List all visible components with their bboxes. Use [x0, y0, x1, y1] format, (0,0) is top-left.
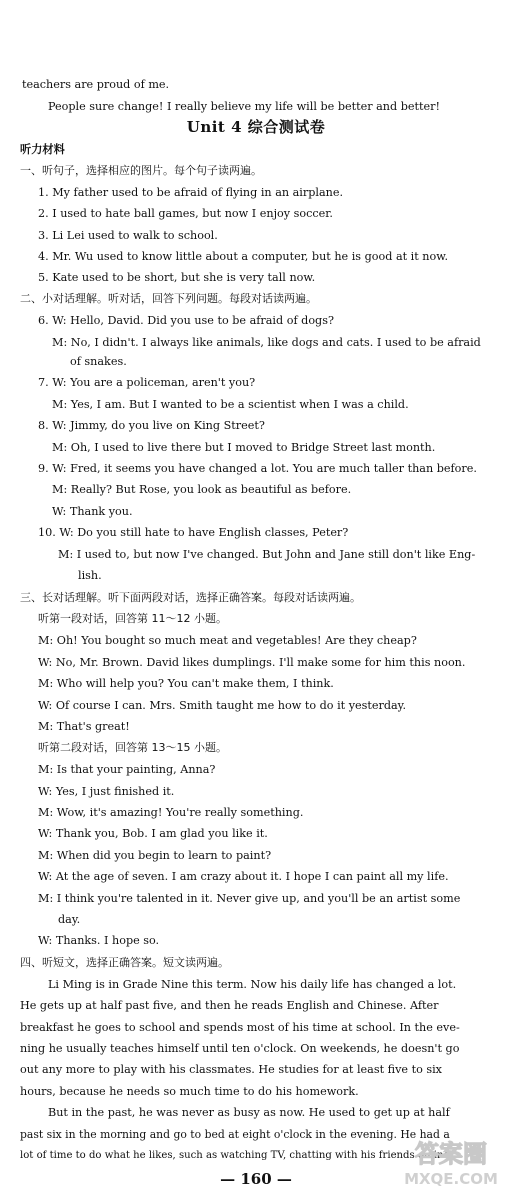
dialog1-line: M: Oh! You bought so much meat and vegetables! Are they cheap?: [38, 634, 417, 647]
part2-line: M: Really? But Rose, you look as beautiful as before.: [52, 483, 352, 496]
part1-sentence: 5. Kate used to be short, but she is very tall now.: [38, 271, 316, 284]
part4-heading: 四、听短文，选择正确答案。短文读两遍。: [20, 956, 229, 969]
part4-line: ning he usually teaches himself until ten o'clock. On weekends, he doesn't go: [20, 1042, 460, 1055]
watermark-line-2: MXQE.COM: [404, 1170, 498, 1188]
part4-line: past six in the morning and go to bed at eight o'clock in the evening. He had a: [20, 1128, 450, 1141]
part2-line: of snakes.: [70, 355, 127, 368]
part2-line: M: No, I didn't. I always like animals, like dogs and cats. I used to be afraid: [52, 336, 481, 349]
watermark-icon: [396, 1134, 506, 1192]
part2-line: M: Oh, I used to live there but I moved to Bridge Street last month.: [52, 441, 436, 454]
dialog1-line: W: No, Mr. Brown. David likes dumplings. I'll make some for him this noon.: [38, 656, 466, 669]
part2-line: lish.: [78, 569, 102, 582]
part4-line: out any more to play with his classmates. He studies for at least five to six: [20, 1063, 442, 1076]
part1-sentence: 1. My father used to be afraid of flying in an airplane.: [38, 186, 344, 199]
part2-line: W: Thank you.: [52, 505, 133, 518]
dialog2-line: M: When did you begin to learn to paint?: [38, 849, 272, 862]
part2-line: 8. W: Jimmy, do you live on King Street?: [38, 419, 265, 432]
dialog2-line: W: Thank you, Bob. I am glad you like it.: [38, 827, 268, 840]
dialog2-line: M: Wow, it's amazing! You're really something.: [38, 806, 304, 819]
dialog2-line: W: At the age of seven. I am crazy about it. I hope I can paint all my life.: [38, 870, 449, 883]
page-number: — 160 —: [220, 1170, 292, 1188]
part3-heading: 三、长对话理解。听下面两段对话，选择正确答案。每段对话读两遍。: [20, 591, 361, 604]
dialog1-label: 听第一段对话，回答第 11～12 小题。: [38, 612, 227, 625]
part4-line: But in the past, he was never as busy as now. He used to get up at half: [48, 1106, 450, 1119]
dialog2-line: W: Thanks. I hope so.: [38, 934, 160, 947]
listening-label: 听力材料: [20, 143, 65, 156]
part1-sentence: 3. Li Lei used to walk to school.: [38, 229, 218, 242]
dialog2-label: 听第二段对话，回答第 13～15 小题。: [38, 741, 227, 754]
dialog2-line: M: Is that your painting, Anna?: [38, 763, 216, 776]
part1-sentence: 2. I used to hate ball games, but now I enjoy soccer.: [38, 207, 333, 220]
part4-line: hours, because he needs so much time to do his homework.: [20, 1085, 359, 1098]
dialog1-line: W: Of course I can. Mrs. Smith taught me how to do it yesterday.: [38, 699, 407, 712]
dialog2-line: W: Yes, I just finished it.: [38, 785, 175, 798]
part2-line: M: Yes, I am. But I wanted to be a scientist when I was a child.: [52, 398, 409, 411]
part2-line: 10. W: Do you still hate to have English classes, Peter?: [38, 526, 349, 539]
part4-line: Li Ming is in Grade Nine this term. Now his daily life has changed a lot.: [48, 978, 457, 991]
dialog2-line: day.: [58, 913, 81, 926]
part2-line: 9. W: Fred, it seems you have changed a lot. You are much taller than before.: [38, 462, 477, 475]
dialog1-line: M: Who will help you? You can't make them, I think.: [38, 677, 334, 690]
dialog1-line: M: That's great!: [38, 720, 130, 733]
part2-line: 7. W: You are a policeman, aren't you?: [38, 376, 256, 389]
intro-line-1: teachers are proud of me.: [22, 78, 170, 91]
part1-heading: 一、听句子，选择相应的图片。每个句子读两遍。: [20, 164, 262, 177]
watermark-line-1: 答案圈: [415, 1140, 487, 1168]
unit-title: Unit 4 综合测试卷: [186, 118, 326, 136]
part4-line: He gets up at half past five, and then he reads English and Chinese. After: [20, 999, 439, 1012]
part4-line: breakfast he goes to school and spends most of his time at school. In the eve-: [20, 1021, 460, 1034]
part2-heading: 二、小对话理解。听对话，回答下列问题。每段对话读两遍。: [20, 292, 317, 305]
intro-line-2: People sure change! I really believe my life will be better and better!: [48, 100, 440, 113]
part2-line: M: I used to, but now I've changed. But John and Jane still don't like Eng-: [58, 548, 476, 561]
dialog2-line: M: I think you're talented in it. Never give up, and you'll be an artist some: [38, 892, 461, 905]
part4-line: lot of time to do what he likes, such as watching TV, chatting with his friends online: [20, 1150, 450, 1161]
watermark-logo: [396, 1134, 506, 1192]
part1-sentence: 4. Mr. Wu used to know little about a computer, but he is good at it now.: [38, 250, 449, 263]
part2-line: 6. W: Hello, David. Did you use to be afraid of dogs?: [38, 314, 334, 327]
